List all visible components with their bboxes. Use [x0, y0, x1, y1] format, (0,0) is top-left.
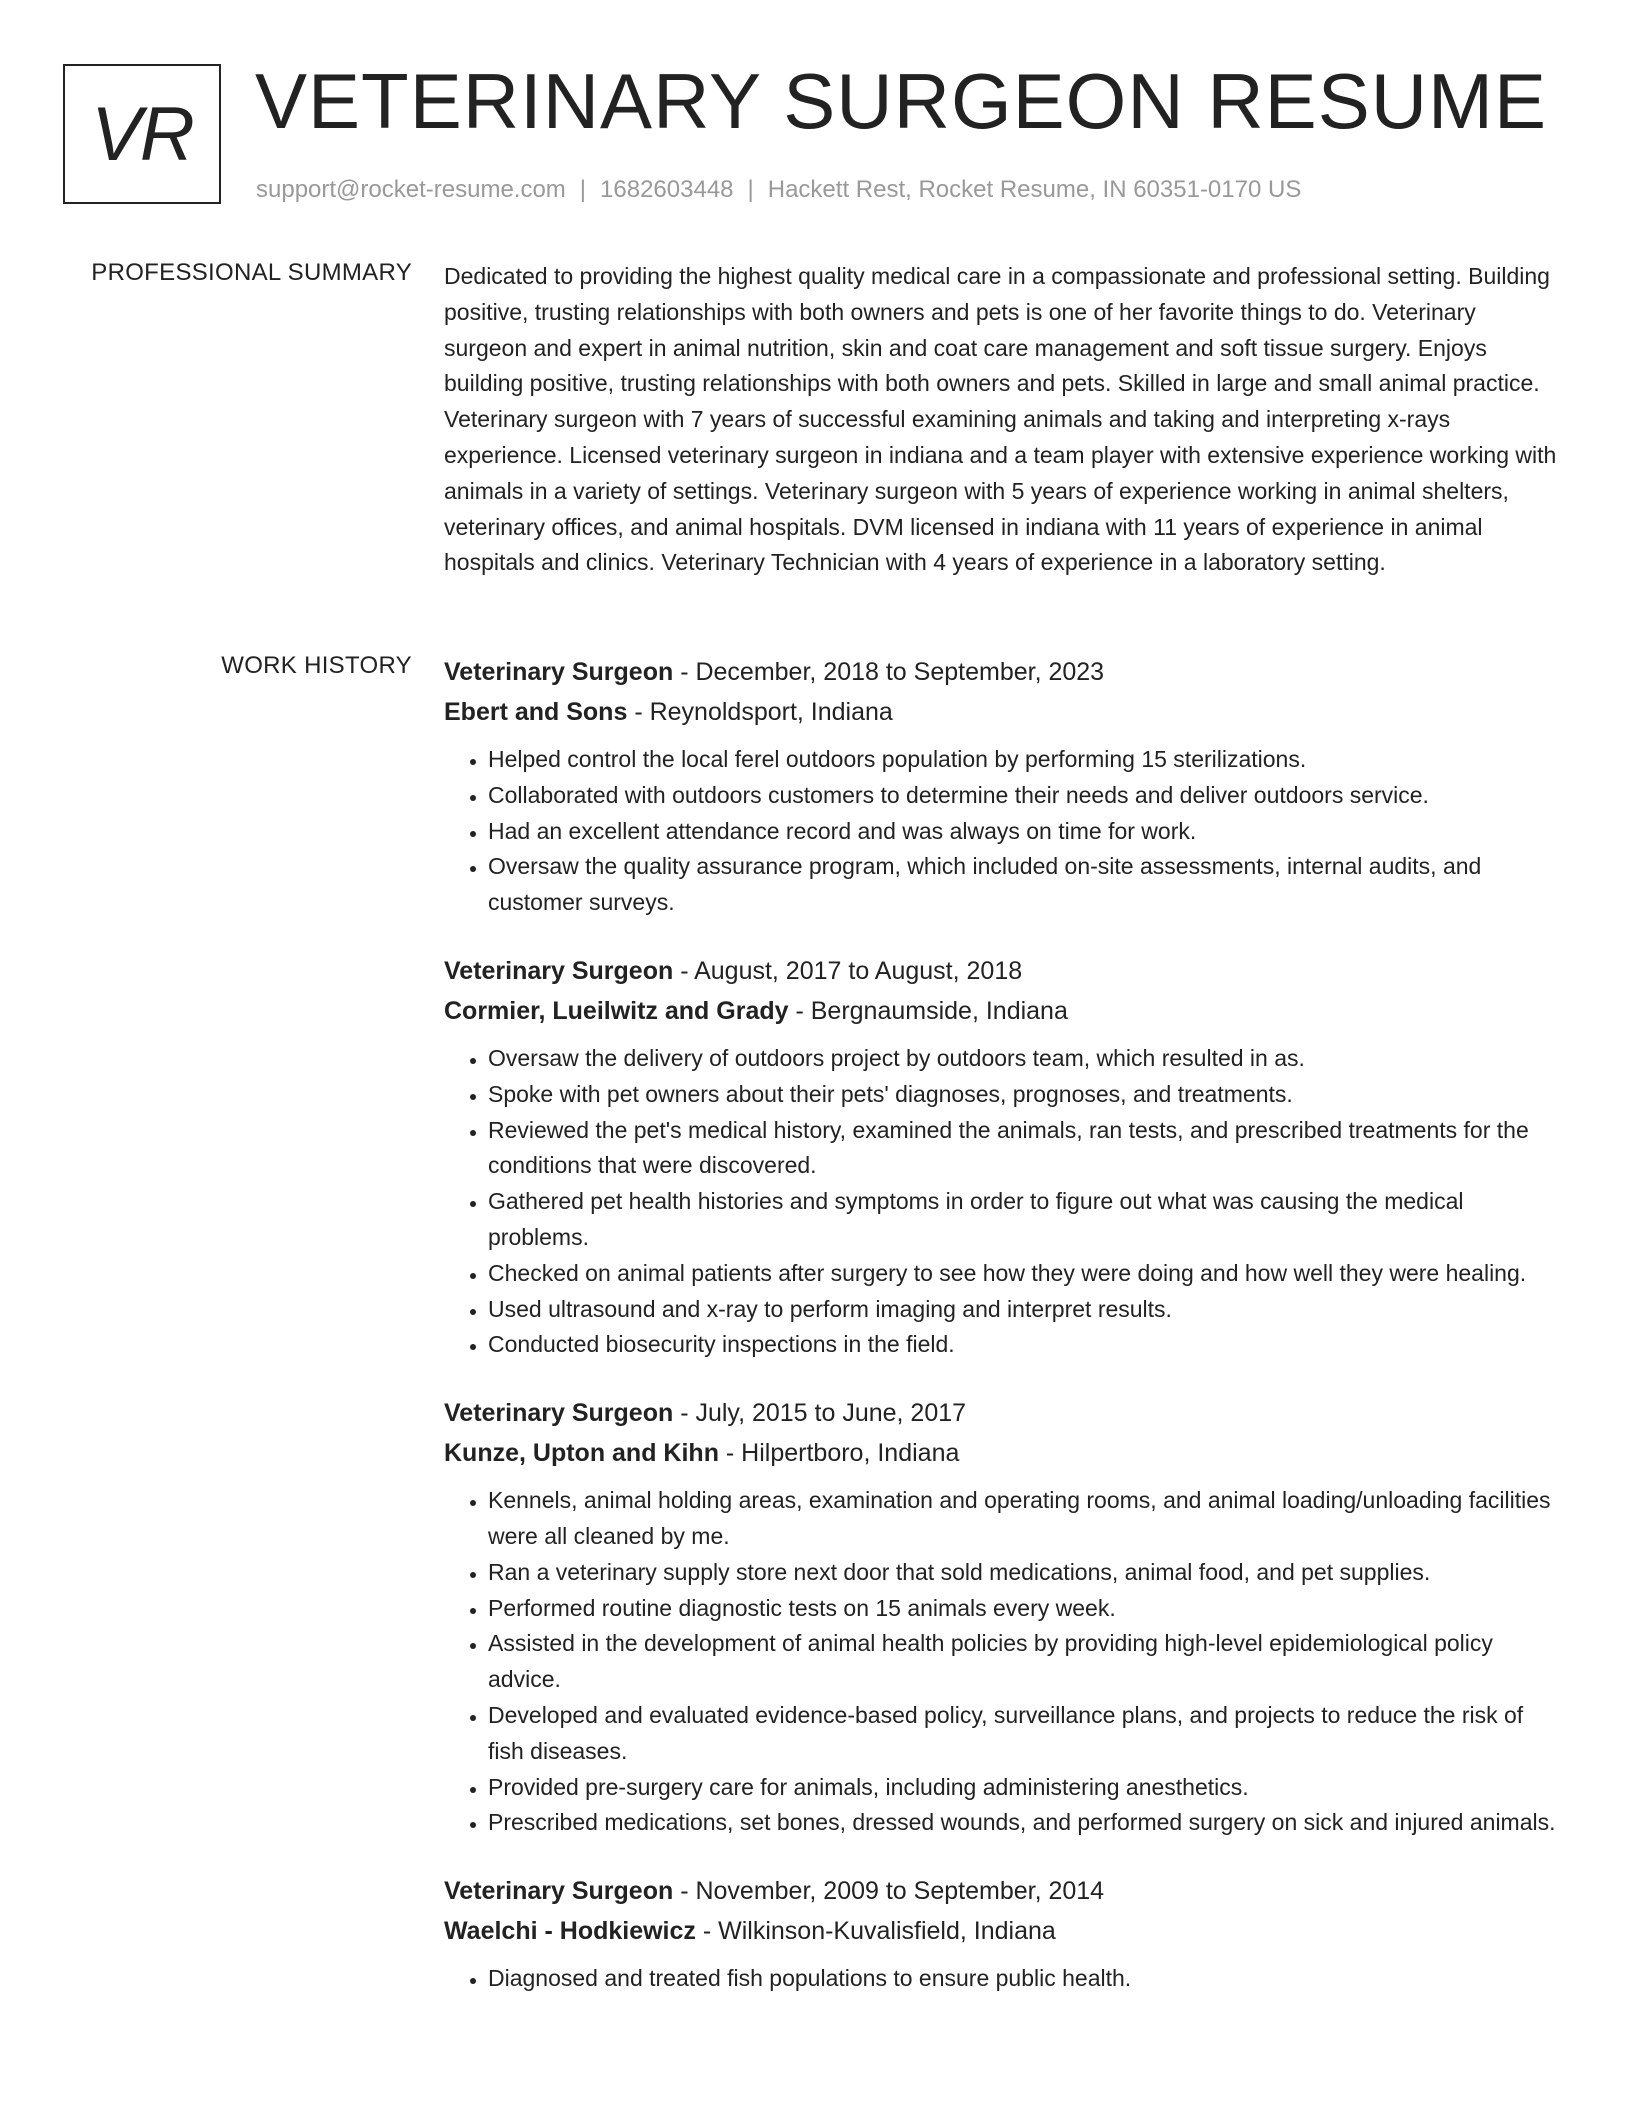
- resume-header: [63, 57, 1583, 224]
- job-list: [444, 652, 1560, 2027]
- job-bullets: [444, 1041, 1560, 1363]
- job-dates: - August, 2017 to August, 2018: [673, 956, 1023, 985]
- job-bullet: • Helped control the local ferel outdoors population by performing 15 sterilizations.: [488, 742, 1560, 778]
- job-bullet: • Collaborated with outdoors customers to determine their needs and deliver outdoors service.: [488, 778, 1560, 814]
- job-bullet: • Checked on animal patients after surgery to see how they were doing and how well they were healing.: [488, 1256, 1560, 1292]
- job-title-line: [444, 652, 1560, 692]
- job-title: Veterinary Surgeon: [444, 1399, 674, 1428]
- job-entry: [444, 1871, 1560, 1997]
- job-dates: - July, 2015 to June, 2017: [673, 1399, 967, 1428]
- job-company: Ebert and Sons: [444, 698, 628, 726]
- job-bullet: • Diagnosed and treated fish populations to ensure public health.: [488, 1961, 1560, 1997]
- job-bullet: • Oversaw the delivery of outdoors project by outdoors team, which resulted in as.: [488, 1041, 1560, 1077]
- job-bullet: • Kennels, animal holding areas, examination and operating rooms, and animal loading/unloading facilities were all cleaned by me.: [488, 1483, 1560, 1555]
- job-bullet: • Provided pre-surgery care for animals, including administering anesthetics.: [488, 1770, 1560, 1806]
- monogram-badge: VR: [63, 64, 221, 204]
- work-history-heading: WORK HISTORY: [221, 652, 412, 679]
- job-entry: [444, 951, 1560, 1363]
- job-entry: [444, 1393, 1560, 1841]
- job-bullet: • Gathered pet health histories and symptoms in order to figure out what was causing the medical problems.: [488, 1184, 1560, 1256]
- job-bullet: • Assisted in the development of animal health policies by providing high-level epidemiological policy advice.: [488, 1626, 1560, 1698]
- job-title: Veterinary Surgeon: [444, 956, 674, 985]
- job-company: Cormier, Lueilwitz and Grady: [444, 996, 789, 1025]
- contact-separator: |: [747, 176, 754, 203]
- contact-separator: |: [579, 176, 587, 203]
- job-company: Kunze, Upton and Kihn: [444, 1439, 719, 1468]
- job-bullets: [444, 1961, 1560, 1997]
- job-bullet: • Had an excellent attendance record and was always on time for work.: [488, 814, 1560, 850]
- resume-title: VETERINARY SURGEON RESUME: [255, 57, 1548, 145]
- job-bullets: [444, 1483, 1560, 1841]
- summary-text: Dedicated to providing the highest quality medical care in a compassionate and professional setting. Building positive, trusting relationships with both owners and pets is one of her favorite things to do. Veterinary surgeon and expert in animal nutrition, skin and coat care management and soft tissue surgery. Enjoys building positive, trusting relationships with both owners and pets. Skilled in large and small animal practice. Veterinary surgeon with 7 years of successful examining animals and taking and interpreting x-rays experience. Licensed veterinary surgeon in indiana and a team player with extensive experience working with animals in a variety of settings. Veterinary surgeon with 5 years of experience working in animal shelters, veterinary offices, and animal hospitals. DVM licensed in indiana with 11 years of experience in animal hospitals and clinics. Veterinary Technician with 4 years of experience in a laboratory setting.: [444, 263, 1557, 576]
- job-title-line: [444, 1393, 1560, 1433]
- job-location: - Wilkinson-Kuvalisfield, Indiana: [695, 1917, 1056, 1946]
- job-entry: [444, 652, 1560, 921]
- contact-email[interactable]: support@rocket-resume.com: [256, 176, 566, 203]
- contact-address: Hackett Rest, Rocket Resume, IN 60351-0170 US: [767, 176, 1302, 203]
- job-location: - Reynoldsport, Indiana: [627, 698, 893, 726]
- job-location: - Bergnaumside, Indiana: [788, 996, 1068, 1025]
- job-bullet: • Ran a veterinary supply store next door that sold medications, animal food, and pet supplies.: [488, 1555, 1560, 1591]
- job-bullet: • Oversaw the quality assurance program, which included on-site assessments, internal audits, and customer surveys.: [488, 849, 1560, 921]
- job-bullets: [444, 742, 1560, 921]
- job-bullet: • Used ultrasound and x-ray to perform imaging and interpret results.: [488, 1292, 1560, 1328]
- job-title: Veterinary Surgeon: [444, 1877, 674, 1906]
- job-bullet: • Conducted biosecurity inspections in the field.: [488, 1327, 1560, 1363]
- job-dates: - November, 2009 to September, 2014: [673, 1877, 1105, 1906]
- job-title-line: [444, 1871, 1560, 1911]
- job-bullet: • Prescribed medications, set bones, dressed wounds, and performed surgery on sick and injured animals.: [488, 1805, 1560, 1841]
- job-bullet: • Spoke with pet owners about their pets' diagnoses, prognoses, and treatments.: [488, 1077, 1560, 1113]
- job-company: Waelchi - Hodkiewicz: [444, 1917, 696, 1946]
- contact-line: [256, 176, 1301, 204]
- job-bullet: • Developed and evaluated evidence-based policy, surveillance plans, and projects to reduce the risk of fish diseases.: [488, 1698, 1560, 1770]
- job-bullet: • Performed routine diagnostic tests on 15 animals every week.: [488, 1591, 1560, 1627]
- job-bullet: • Reviewed the pet's medical history, examined the animals, ran tests, and prescribed treatments for the conditions that were discovered.: [488, 1113, 1560, 1185]
- job-company-line: [444, 1433, 1560, 1473]
- job-dates: - December, 2018 to September, 2023: [673, 658, 1105, 686]
- job-title-line: [444, 951, 1560, 991]
- job-company-line: [444, 991, 1560, 1031]
- job-company-line: [444, 1911, 1560, 1951]
- job-title: Veterinary Surgeon: [444, 658, 674, 686]
- job-location: - Hilpertboro, Indiana: [718, 1439, 960, 1468]
- summary-heading: PROFESSIONAL SUMMARY: [91, 259, 412, 286]
- contact-phone[interactable]: 1682603448: [600, 176, 734, 203]
- job-company-line: [444, 692, 1560, 732]
